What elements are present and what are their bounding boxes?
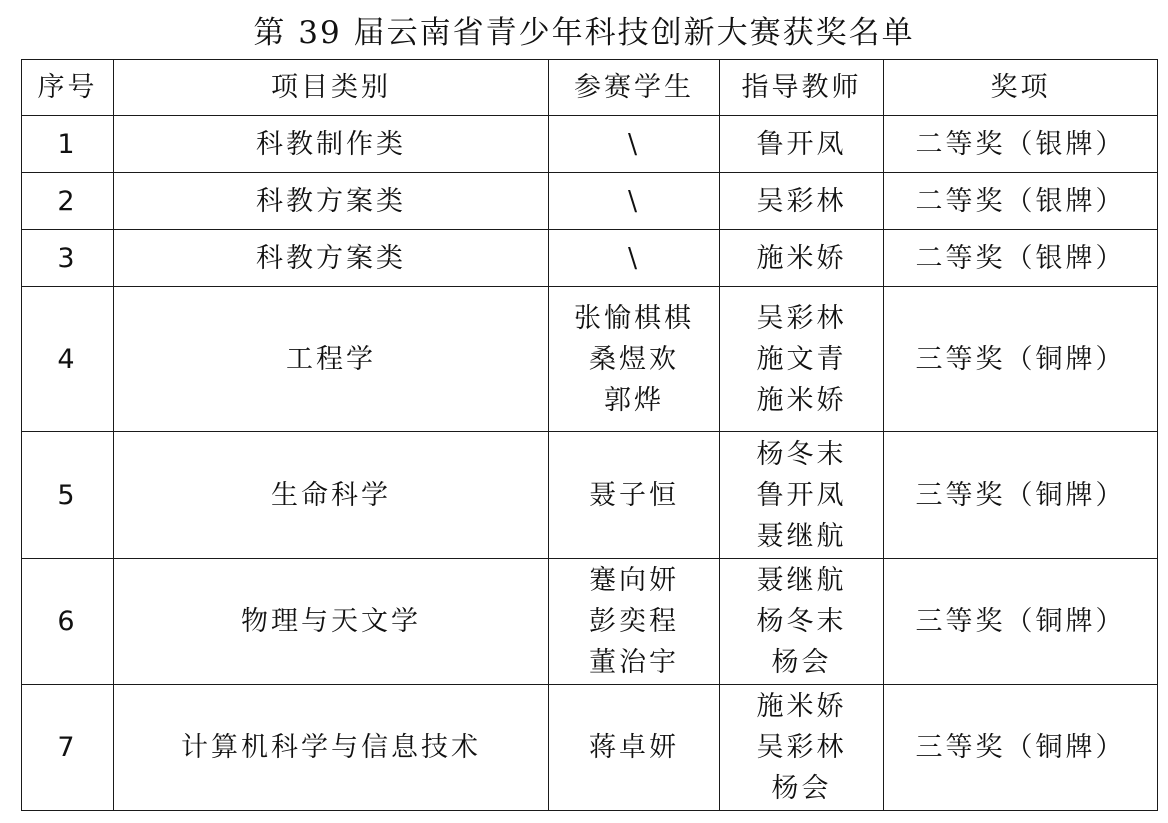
students-line: 桑煜欢 (589, 343, 679, 375)
students (549, 432, 720, 559)
students-line: 彭奕程 (589, 606, 679, 637)
award: 三等奖（铜牌） (884, 559, 1158, 685)
project-category: 科教方案类 (114, 173, 549, 230)
students-line: 聂子恒 (589, 479, 679, 511)
header-category: 项目类别 (114, 60, 549, 116)
project-category: 物理与天文学 (114, 559, 549, 685)
document-title: 第 39 届云南省青少年科技创新大赛获奖名单 (253, 15, 915, 51)
students-line: \ (627, 128, 641, 160)
students-line: \ (627, 242, 641, 274)
teachers-line: 鲁开凤 (756, 128, 847, 160)
teachers-line: 杨会 (771, 647, 832, 678)
award-table (21, 59, 1158, 811)
teachers-line: 施米娇 (756, 691, 847, 722)
teachers-line: 施米娇 (756, 242, 847, 274)
table-row (22, 685, 1158, 811)
table-row (22, 173, 1158, 230)
teachers (720, 685, 884, 811)
students (549, 116, 720, 173)
header-num: 序号 (22, 60, 114, 116)
teachers-line: 鲁开凤 (756, 479, 847, 511)
teachers-line: 吴彩林 (756, 732, 847, 763)
row-number: 3 (22, 230, 114, 287)
students-line: \ (627, 185, 641, 217)
award: 三等奖（铜牌） (884, 685, 1158, 811)
teachers (720, 559, 884, 685)
award: 二等奖（银牌） (884, 230, 1158, 287)
table-row (22, 287, 1158, 432)
students-line: 张愉棋棋 (574, 302, 694, 334)
row-number: 4 (22, 287, 114, 432)
students-line: 董治宇 (589, 647, 679, 678)
table-body (22, 116, 1158, 811)
students-line: 蒋卓妍 (589, 732, 679, 763)
teachers (720, 432, 884, 559)
students (549, 173, 720, 230)
students (549, 559, 720, 685)
students-line: 郭烨 (604, 384, 664, 416)
row-number: 6 (22, 559, 114, 685)
row-number: 5 (22, 432, 114, 559)
teachers-line: 聂继航 (756, 565, 847, 596)
award: 三等奖（铜牌） (884, 432, 1158, 559)
teachers (720, 287, 884, 432)
table-row (22, 432, 1158, 559)
teachers (720, 230, 884, 287)
teachers-line: 杨冬末 (756, 606, 847, 637)
table-row (22, 559, 1158, 685)
students (549, 287, 720, 432)
students (549, 230, 720, 287)
teachers-line: 聂继航 (756, 520, 847, 552)
teachers-line: 杨冬末 (756, 438, 847, 470)
project-category: 科教制作类 (114, 116, 549, 173)
table-row (22, 230, 1158, 287)
award: 二等奖（银牌） (884, 173, 1158, 230)
award: 二等奖（银牌） (884, 116, 1158, 173)
row-number: 1 (22, 116, 114, 173)
students (549, 685, 720, 811)
teachers-line: 吴彩林 (756, 302, 847, 334)
award: 三等奖（铜牌） (884, 287, 1158, 432)
row-number: 2 (22, 173, 114, 230)
teachers-line: 施米娇 (756, 384, 847, 416)
project-category: 工程学 (114, 287, 549, 432)
row-number: 7 (22, 685, 114, 811)
students-line: 蹇向妍 (589, 565, 679, 596)
teachers-line: 吴彩林 (756, 185, 847, 217)
table-header (22, 60, 1158, 116)
header-teachers: 指导教师 (720, 60, 884, 116)
teachers-line: 施文青 (756, 343, 847, 375)
table-row (22, 116, 1158, 173)
project-category: 计算机科学与信息技术 (114, 685, 549, 811)
teachers (720, 116, 884, 173)
teachers (720, 173, 884, 230)
header-students: 参赛学生 (549, 60, 720, 116)
project-category: 生命科学 (114, 432, 549, 559)
project-category: 科教方案类 (114, 230, 549, 287)
teachers-line: 杨会 (771, 773, 832, 804)
header-award: 奖项 (884, 60, 1158, 116)
header-row (22, 60, 1158, 116)
